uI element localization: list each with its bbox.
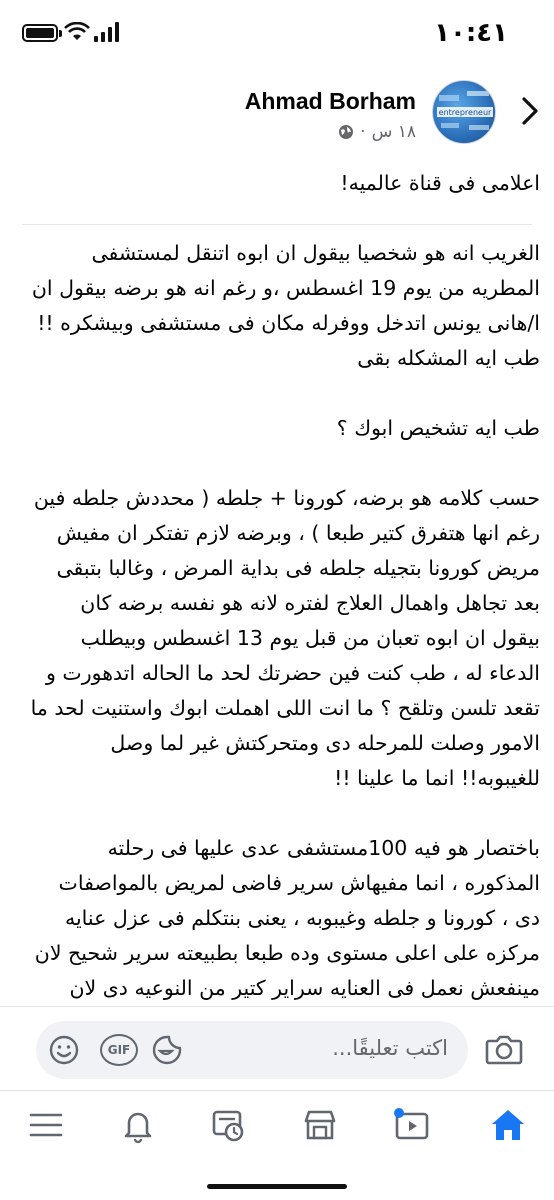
post-header bbox=[0, 66, 554, 158]
gif-icon[interactable]: GIF bbox=[100, 1034, 138, 1066]
avatar-image bbox=[433, 81, 496, 144]
memories-icon[interactable] bbox=[208, 1105, 248, 1145]
home-indicator bbox=[207, 1184, 347, 1189]
meta-separator: · bbox=[360, 122, 366, 142]
post-paragraph: اعلامى فى قناة عالميه! bbox=[340, 171, 540, 195]
watch-icon[interactable] bbox=[392, 1105, 432, 1145]
avatar-label: entrepreneur bbox=[438, 108, 492, 117]
globe-icon bbox=[338, 124, 354, 140]
menu-icon[interactable] bbox=[26, 1105, 66, 1145]
notifications-icon[interactable] bbox=[118, 1105, 158, 1145]
chevron-right-icon[interactable] bbox=[520, 96, 540, 126]
sticker-icon[interactable] bbox=[150, 1033, 184, 1067]
emoji-icon[interactable] bbox=[48, 1034, 80, 1066]
camera-icon[interactable] bbox=[484, 1029, 524, 1069]
comment-input[interactable] bbox=[36, 1021, 468, 1079]
status-bar bbox=[0, 0, 554, 66]
marketplace-icon[interactable] bbox=[300, 1105, 340, 1145]
status-time: ١٠:٤١ bbox=[434, 18, 508, 48]
avatar[interactable] bbox=[432, 80, 496, 144]
comment-placeholder: اكتب تعليقًا... bbox=[332, 1036, 448, 1060]
post-paragraph: حسب كلامه هو برضه، كورونا + جلطه ( محددش جلطه فين رغم انها هتفرق كتير طبعا ) ، وبرضه لازم تفتكر ان مفيش مريض كورونا بتجيله جلطه فى بداية المرض ، وغالبا بتبقى بعد تجاهل واهمال العلاج لفتره لانه هو نفسه برضه كان بيقول ان ابوه تعبان من قبل يوم 13 اغسطس وبيطلب الدعاء له ، طب كنت فين حضرتك لحد ما الحاله اتدهورت و تقعد تلسن وتلقح ؟ ما انت اللى اهملت ابوك واستنيت لحد ما الامور وصلت للمرحله دى ومتحركتش غير لما وصل للغيبوبه!! انما ما علينا !! bbox=[30, 486, 540, 790]
wifi-icon bbox=[64, 22, 90, 42]
post-paragraph: باختصار هو فيه 100مستشفى عدى عليها فى رحلته المذكوره ، انما مفيهاش سرير فاضى لمريض بالمواصفات دى ، كورونا و جلطه وغيبوبه ، يعنى بنتكلم فى عزل عنايه مركزه على اعلى مستوى وده طبعا بطبيعته سرير شحيح لان مينفعش نعمل فى العنايه سراير كتير من النوعيه دى لان bbox=[34, 836, 540, 1000]
post-paragraph: الغريب انه هو شخصيا بيقول ان ابوه اتنقل لمستشفى المطريه من يوم 19 اغسطس ،و رغم انه هو برضه بيقول ان ا/هانى يونس اتدخل ووفرله مكان فى مستشفى وبيشكره !! طب ايه المشكله بقى bbox=[31, 241, 540, 370]
author-name[interactable]: Ahmad Borham bbox=[244, 88, 416, 114]
post-paragraph: طب ايه تشخيص ابوك ؟ bbox=[336, 416, 540, 440]
comment-bar bbox=[0, 1006, 554, 1090]
home-icon[interactable] bbox=[488, 1105, 528, 1145]
post-body bbox=[28, 166, 540, 1000]
battery-icon bbox=[22, 24, 58, 42]
post-meta bbox=[338, 122, 416, 142]
post-timestamp[interactable]: ١٨ س bbox=[371, 122, 416, 142]
signal-icon bbox=[94, 22, 122, 42]
